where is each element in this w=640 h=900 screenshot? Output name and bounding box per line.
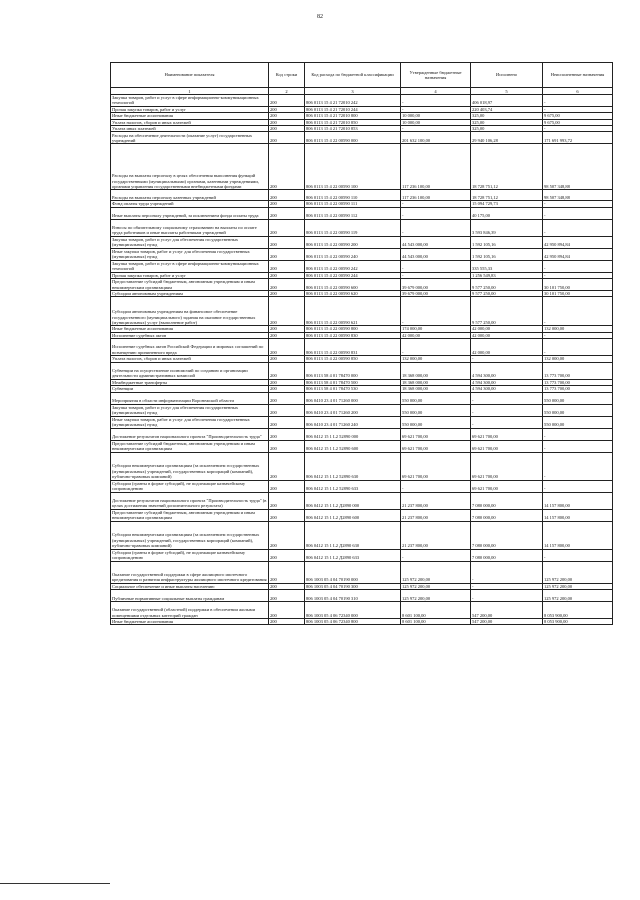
table-row [111,440,613,452]
row-code-cell: 200 [269,404,305,416]
row-budget-code-cell: 806 0113 15 4 22 00590 830 [305,332,401,338]
row-approved-cell: 10 000,00 [401,119,471,125]
row-name-cell: Субсидии автономным учреждениям [111,291,269,297]
table-row [111,260,613,272]
row-budget-code-cell: 806 0113 15 4 22 00590 111 [305,201,401,207]
row-executed-cell: 69 621 700,00 [471,428,543,440]
row-name-cell: Закупка товаров, работ и услуг в сфере информационно-коммуникационных технологий [111,95,269,107]
row-name-cell: Прочая закупка товаров, работ и услуг [111,106,269,112]
row-name-cell: Социальное обеспечение и иные выплаты населению [111,583,269,589]
row-name-cell: Публичные нормативные социальные выплаты гражданам [111,589,269,601]
row-unexecuted-cell: 9 675,00 [543,113,613,119]
row-approved-cell: - [401,549,471,561]
column-number: 3 [305,88,401,95]
row-budget-code-cell: 806 0113 15 4 22 00590 600 [305,279,401,291]
row-name-cell: Оказание государственной поддержки в сфере жилищного ипотечного кредитования и развития инфраструктуры жилищного ипотечного кредитования [111,561,269,583]
row-budget-code-cell: 806 0113 15 4 22 00590 112 [305,207,401,219]
row-approved-cell: - [401,219,471,236]
row-name-cell: Исполнение судебных актов Российской Федерации и мировых соглашений по возмещению причиненного вреда [111,339,269,356]
row-unexecuted-cell: - [543,297,613,326]
row-unexecuted-cell: - [543,549,613,561]
table-row [111,190,613,201]
row-unexecuted-cell: 171 691 993,72 [543,132,613,144]
table-row [111,236,613,248]
row-code-cell: 200 [269,416,305,428]
row-name-cell: Фонд оплаты труда учреждений [111,201,269,207]
footer-rule [0,883,110,884]
row-code-cell: 200 [269,339,305,356]
page-number: 82 [317,14,323,20]
row-executed-cell: 220 403,74 [471,106,543,112]
row-code-cell: 200 [269,362,305,379]
row-budget-code-cell: 806 0113 15 4 22 00590 620 [305,291,401,297]
row-unexecuted-cell: - [543,219,613,236]
row-name-cell: Иные бюджетные ассигнования [111,326,269,332]
row-code-cell: 200 [269,106,305,112]
row-unexecuted-cell: 13 773 700,00 [543,362,613,379]
row-name-cell: Межбюджетные трансферты [111,379,269,385]
row-unexecuted-cell: 125 972 200,00 [543,583,613,589]
row-approved-cell: - [401,95,471,107]
row-approved-cell: 550 000,00 [401,404,471,416]
row-executed-cell: 4 594 300,00 [471,379,543,385]
row-executed-cell: 547 200,00 [471,601,543,618]
row-code-cell: 200 [269,113,305,119]
row-executed-cell: 335 555,33 [471,260,543,272]
row-executed-cell: 29 940 106,28 [471,132,543,144]
row-budget-code-cell: 806 0113 15 4 22 00590 831 [305,339,401,356]
row-budget-code-cell: 806 0113 15 4 21 72010 244 [305,106,401,112]
row-executed-cell: 9 577 250,00 [471,291,543,297]
row-executed-cell: 7 080 000,00 [471,521,543,549]
row-code-cell: 200 [269,583,305,589]
row-approved-cell: 550 000,00 [401,392,471,404]
row-budget-code-cell: 806 0113 15 4 22 00590 850 [305,356,401,362]
row-name-cell: Предоставление субсидий бюджетным, автономным учреждениям и иным некоммерческим организациям [111,509,269,521]
row-name-cell: Оказание государственной (областной) поддержки в обеспечении жилыми помещениями отдельных категорий граждан [111,601,269,618]
row-approved-cell: 39 679 000,00 [401,279,471,291]
row-unexecuted-cell: - [543,95,613,107]
row-executed-cell: - [471,416,543,428]
row-approved-cell: 21 237 800,00 [401,521,471,549]
row-approved-cell: - [401,201,471,207]
row-code-cell: 200 [269,618,305,624]
row-unexecuted-cell: 8 053 900,00 [543,601,613,618]
row-code-cell: 200 [269,236,305,248]
row-code-cell: 200 [269,326,305,332]
row-budget-code-cell: 806 0412 15 1 L2 Д2890 000 [305,492,401,509]
row-approved-cell: - [401,106,471,112]
table-row [111,601,613,618]
row-name-cell: Взносы по обязательному социальному страхованию на выплаты по оплате труда работников и иные выплаты работникам учреждений [111,219,269,236]
table-row [111,339,613,356]
row-approved-cell: 18 368 000,00 [401,362,471,379]
row-unexecuted-cell: - [543,428,613,440]
row-executed-cell: 9 577 250,00 [471,297,543,326]
row-code-cell: 200 [269,549,305,561]
row-unexecuted-cell: 125 972 200,00 [543,561,613,583]
row-code-cell: 200 [269,356,305,362]
row-name-cell: Исполнение судебных актов [111,332,269,338]
row-executed-cell: - [471,404,543,416]
table-row [111,144,613,190]
row-executed-cell: 15 094 729,73 [471,201,543,207]
table-row [111,521,613,549]
row-code-cell: 200 [269,386,305,392]
row-executed-cell: 325,00 [471,113,543,119]
row-approved-cell: 117 236 100,00 [401,190,471,201]
row-approved-cell: - [401,260,471,272]
row-unexecuted-cell: - [543,272,613,278]
row-unexecuted-cell: 13 773 700,00 [543,379,613,385]
row-code-cell: 200 [269,561,305,583]
row-approved-cell: 69 621 700,00 [401,452,471,480]
row-approved-cell: - [401,207,471,219]
row-executed-cell: - [471,589,543,601]
row-budget-code-cell: 806 0412 15 1 L2 52890 633 [305,480,401,492]
row-approved-cell: - [401,339,471,356]
row-executed-cell: 69 621 700,00 [471,480,543,492]
row-approved-cell: 21 237 800,00 [401,492,471,509]
row-unexecuted-cell: 13 773 700,00 [543,386,613,392]
row-budget-code-cell: 806 0113 15 4 21 72010 853 [305,126,401,132]
table-row [111,561,613,583]
table-row [111,207,613,219]
row-executed-cell: - [471,392,543,404]
row-code-cell: 200 [269,291,305,297]
row-approved-cell: 44 543 000,00 [401,236,471,248]
row-code-cell: 200 [269,119,305,125]
row-executed-cell: 9 577 250,00 [471,279,543,291]
row-name-cell: Иные бюджетные ассигнования [111,618,269,624]
row-name-cell: Расходы на выплаты персоналу в целях обеспечения выполнения функций государственными (муниципальными) органами, казенными учреждениями, органами управления государственными внебюджетными фондами [111,144,269,190]
row-unexecuted-cell: 14 157 800,00 [543,509,613,521]
row-budget-code-cell: 806 0113 15 4 22 00590 242 [305,260,401,272]
row-unexecuted-cell: - [543,452,613,480]
row-executed-cell: 42 000,00 [471,326,543,332]
row-budget-code-cell: 806 0113 15 4 22 00590 000 [305,132,401,144]
row-code-cell: 200 [269,297,305,326]
row-name-cell: Расходы на обеспечение деятельности (оказание услуг) государственных учреждений [111,132,269,144]
row-budget-code-cell: 806 0113 15 4 22 00590 100 [305,144,401,190]
row-unexecuted-cell: - [543,480,613,492]
row-executed-cell: 69 621 700,00 [471,440,543,452]
header-code-row: Код строки [269,63,305,88]
table-row [111,132,613,144]
row-code-cell: 200 [269,440,305,452]
row-approved-cell: 117 236 100,00 [401,144,471,190]
row-name-cell: Субсидии автономным учреждениям на финансовое обеспечение государственного (муниципального) задания на оказание государственных (муниципальных) услуг (выполнение работ) [111,297,269,326]
row-unexecuted-cell: 132 000,00 [543,356,613,362]
row-budget-code-cell: 806 0113 15 4 21 72010 800 [305,113,401,119]
row-unexecuted-cell: 14 157 800,00 [543,521,613,549]
row-approved-cell: 8 601 100,00 [401,618,471,624]
row-approved-cell: 550 000,00 [401,416,471,428]
row-unexecuted-cell: - [543,440,613,452]
row-approved-cell: 125 972 200,00 [401,589,471,601]
row-unexecuted-cell: 98 507 348,88 [543,144,613,190]
row-approved-cell: 174 000,00 [401,326,471,332]
row-budget-code-cell: 806 0113 15 4 22 00590 200 [305,236,401,248]
row-code-cell: 200 [269,219,305,236]
row-unexecuted-cell: - [543,126,613,132]
column-number: 1 [111,88,269,95]
row-name-cell: Уплата иных платежей [111,126,269,132]
row-code-cell: 200 [269,492,305,509]
row-name-cell: Субвенции [111,386,269,392]
table-row [111,279,613,291]
table-row [111,416,613,428]
row-approved-cell: - [401,480,471,492]
row-approved-cell: 125 972 200,00 [401,561,471,583]
row-approved-cell: 18 368 000,00 [401,386,471,392]
row-code-cell: 200 [269,509,305,521]
row-name-cell: Иные выплаты персоналу учреждений, за исключением фонда оплаты труда [111,207,269,219]
column-number: 2 [269,88,305,95]
row-executed-cell: 18 728 751,12 [471,144,543,190]
row-name-cell: Закупка товаров, работ и услуг в сфере информационно-коммуникационных технологий [111,260,269,272]
row-name-cell: Достижение результатов национального проекта "Производительность труда" (в целях достижения значений дополнительного результата) [111,492,269,509]
row-name-cell: Расходы на выплаты персоналу казенных учреждений [111,190,269,201]
row-code-cell: 200 [269,480,305,492]
row-approved-cell: 10 000,00 [401,113,471,119]
row-budget-code-cell: 806 1003 05 4 04 70190 300 [305,583,401,589]
row-code-cell: 200 [269,201,305,207]
row-executed-cell: 69 621 700,00 [471,452,543,480]
row-name-cell: Иные закупки товаров, работ и услуг для обеспечения государственных (муниципальных) нужд [111,248,269,260]
row-executed-cell: - [471,356,543,362]
row-unexecuted-cell: 30 101 750,00 [543,279,613,291]
row-approved-cell: 44 543 000,00 [401,248,471,260]
row-budget-code-cell: 806 0113 58 4 01 78470 500 [305,379,401,385]
row-budget-code-cell: 806 0410 23 4 01 71260 000 [305,392,401,404]
row-executed-cell: 3 593 846,39 [471,219,543,236]
header-name: Наименование показателя [111,63,269,88]
row-unexecuted-cell: - [543,106,613,112]
row-name-cell: Предоставление субсидий бюджетным, автономным учреждениям и иным некоммерческим организациям [111,440,269,452]
row-name-cell: Предоставление субсидий бюджетным, автономным учреждениям и иным некоммерческим организациям [111,279,269,291]
row-executed-cell: 1 592 105,16 [471,248,543,260]
row-executed-cell: 42 000,00 [471,339,543,356]
row-unexecuted-cell: 42 950 894,84 [543,236,613,248]
row-budget-code-cell: 806 1003 05 4 06 72340 800 [305,618,401,624]
row-approved-cell: 132 000,00 [401,356,471,362]
row-budget-code-cell: 806 0113 15 4 22 00590 119 [305,219,401,236]
row-executed-cell: 325,00 [471,119,543,125]
row-approved-cell: 39 679 000,00 [401,291,471,297]
row-code-cell: 200 [269,601,305,618]
row-name-cell: Иные бюджетные ассигнования [111,113,269,119]
row-unexecuted-cell: 9 675,00 [543,119,613,125]
row-name-cell: Субсидии (гранты в форме субсидий), не подлежащие казначейскому сопровождению [111,480,269,492]
row-approved-cell: 201 632 100,00 [401,132,471,144]
table-row [111,589,613,601]
row-unexecuted-cell: - [543,339,613,356]
row-unexecuted-cell: 30 101 750,00 [543,291,613,297]
table-row [111,549,613,561]
row-budget-code-cell: 806 0412 15 1 L2 52890 000 [305,428,401,440]
row-code-cell: 200 [269,207,305,219]
row-budget-code-cell: 806 0113 15 4 21 72010 242 [305,95,401,107]
table-row [111,392,613,404]
row-executed-cell: - [471,561,543,583]
row-code-cell: 200 [269,126,305,132]
row-name-cell: Субсидии (гранты в форме субсидий), не подлежащие казначейскому сопровождению [111,549,269,561]
row-executed-cell: 1 592 105,16 [471,236,543,248]
row-budget-code-cell: 806 0412 15 1 L2 52890 600 [305,440,401,452]
row-unexecuted-cell: - [543,207,613,219]
row-name-cell: Уплата налогов, сборов и иных платежей [111,356,269,362]
row-executed-cell: 4 594 300,00 [471,362,543,379]
table-row [111,492,613,509]
table-row [111,404,613,416]
row-budget-code-cell: 806 0410 23 4 01 71260 240 [305,416,401,428]
row-name-cell: Прочая закупка товаров, работ и услуг [111,272,269,278]
row-budget-code-cell: 806 0113 15 4 21 72010 850 [305,119,401,125]
row-budget-code-cell: 806 0113 15 4 22 00590 110 [305,190,401,201]
row-budget-code-cell: 806 0412 15 1 L2 Д2890 630 [305,521,401,549]
row-code-cell: 200 [269,428,305,440]
row-approved-cell: 69 621 700,00 [401,440,471,452]
row-name-cell: Иные закупки товаров, работ и услуг для обеспечения государственных (муниципальных) нужд [111,416,269,428]
row-code-cell: 200 [269,272,305,278]
row-unexecuted-cell: 14 157 800,00 [543,492,613,509]
row-budget-code-cell: 806 0113 15 4 22 00590 244 [305,272,401,278]
row-approved-cell: - [401,126,471,132]
row-code-cell: 200 [269,521,305,549]
row-unexecuted-cell: 132 000,00 [543,326,613,332]
row-executed-cell: 7 080 000,00 [471,492,543,509]
row-code-cell: 200 [269,144,305,190]
table-row [111,509,613,521]
row-name-cell: Достижение результатов национального проекта "Производительность труда" [111,428,269,440]
row-code-cell: 200 [269,132,305,144]
row-budget-code-cell: 806 0113 15 4 22 00590 800 [305,326,401,332]
row-budget-code-cell: 806 0410 23 4 01 71260 200 [305,404,401,416]
row-executed-cell: 547 200,00 [471,618,543,624]
row-name-cell: Субсидии некоммерческим организациям (за исключением государственных (муниципальных) учреждений, государственных корпораций (компаний), публично-правовых компаний) [111,452,269,480]
row-unexecuted-cell: 125 972 200,00 [543,589,613,601]
row-budget-code-cell: 806 0412 15 1 L2 Д2890 633 [305,549,401,561]
row-approved-cell: 18 368 000,00 [401,379,471,385]
row-approved-cell: 42 000,00 [401,332,471,338]
row-budget-code-cell: 806 1003 05 4 04 70190 000 [305,561,401,583]
row-executed-cell: 18 728 751,12 [471,190,543,201]
row-code-cell: 200 [269,452,305,480]
row-approved-cell: 21 237 800,00 [401,509,471,521]
column-number-row [111,88,613,95]
table-row [111,452,613,480]
row-name-cell: Уплата налогов, сборов и иных платежей [111,119,269,125]
row-executed-cell: 4 594 300,00 [471,386,543,392]
row-name-cell: Закупка товаров, работ и услуг для обеспечения государственных (муниципальных) нужд [111,236,269,248]
header-executed: Исполнено [471,63,543,88]
table-row [111,297,613,326]
row-code-cell: 200 [269,392,305,404]
row-name-cell: Мероприятия в области информатизации Воронежской области [111,392,269,404]
row-unexecuted-cell: 8 053 900,00 [543,618,613,624]
row-approved-cell: - [401,297,471,326]
row-unexecuted-cell: - [543,260,613,272]
row-approved-cell: 125 972 200,00 [401,583,471,589]
column-number: 6 [543,88,613,95]
header-unexecuted: Неисполненные назначения [543,63,613,88]
row-code-cell: 200 [269,248,305,260]
column-number: 5 [471,88,543,95]
budget-execution-table [110,62,613,625]
table-row [111,248,613,260]
table-header [111,63,613,95]
row-executed-cell: - [471,583,543,589]
row-unexecuted-cell: 550 000,00 [543,392,613,404]
row-budget-code-cell: 806 0113 58 4 01 78470 530 [305,386,401,392]
row-executed-cell: 42 000,00 [471,332,543,338]
row-unexecuted-cell: 42 950 894,84 [543,248,613,260]
table-body [111,95,613,625]
row-executed-cell: 7 080 000,00 [471,509,543,521]
column-number: 4 [401,88,471,95]
row-executed-cell: 1 256 549,83 [471,272,543,278]
row-executed-cell: 40 175,00 [471,207,543,219]
row-unexecuted-cell: 98 507 348,88 [543,190,613,201]
row-budget-code-cell: 806 0113 58 4 01 78470 000 [305,362,401,379]
row-approved-cell: - [401,272,471,278]
row-name-cell: Субвенции на осуществление полномочий по созданию и организации деятельности административных комиссий [111,362,269,379]
table-row [111,95,613,107]
row-code-cell: 200 [269,279,305,291]
row-code-cell: 200 [269,332,305,338]
row-budget-code-cell: 806 0113 15 4 22 00590 240 [305,248,401,260]
header-budget-code: Код расхода по бюджетной классификации [305,63,401,88]
row-unexecuted-cell: 550 000,00 [543,416,613,428]
row-code-cell: 200 [269,190,305,201]
row-name-cell: Субсидии некоммерческим организациям (за исключением государственных (муниципальных) учреждений, государственных корпораций (компаний), публично-правовых компаний) [111,521,269,549]
row-executed-cell: 406 018,97 [471,95,543,107]
row-budget-code-cell: 806 1003 05 4 04 70190 310 [305,589,401,601]
table-row [111,480,613,492]
row-approved-cell: 8 601 100,00 [401,601,471,618]
row-budget-code-cell: 806 0412 15 1 L2 Д2890 600 [305,509,401,521]
row-name-cell: Закупка товаров, работ и услуг для обеспечения государственных (муниципальных) нужд [111,404,269,416]
row-code-cell: 200 [269,589,305,601]
header-approved: Утвержденные бюджетные назначения [401,63,471,88]
row-budget-code-cell: 806 1003 05 4 06 72340 000 [305,601,401,618]
row-unexecuted-cell: - [543,201,613,207]
row-budget-code-cell: 806 0113 15 4 22 00590 621 [305,297,401,326]
row-unexecuted-cell: - [543,332,613,338]
row-code-cell: 200 [269,260,305,272]
row-budget-code-cell: 806 0412 15 1 L2 52890 630 [305,452,401,480]
row-approved-cell: 69 621 700,00 [401,428,471,440]
row-executed-cell: 7 080 000,00 [471,549,543,561]
table-row [111,219,613,236]
table-row [111,362,613,379]
row-unexecuted-cell: 550 000,00 [543,404,613,416]
row-code-cell: 200 [269,95,305,107]
table-row [111,618,613,624]
row-executed-cell: 325,00 [471,126,543,132]
row-code-cell: 200 [269,379,305,385]
table-row [111,428,613,440]
